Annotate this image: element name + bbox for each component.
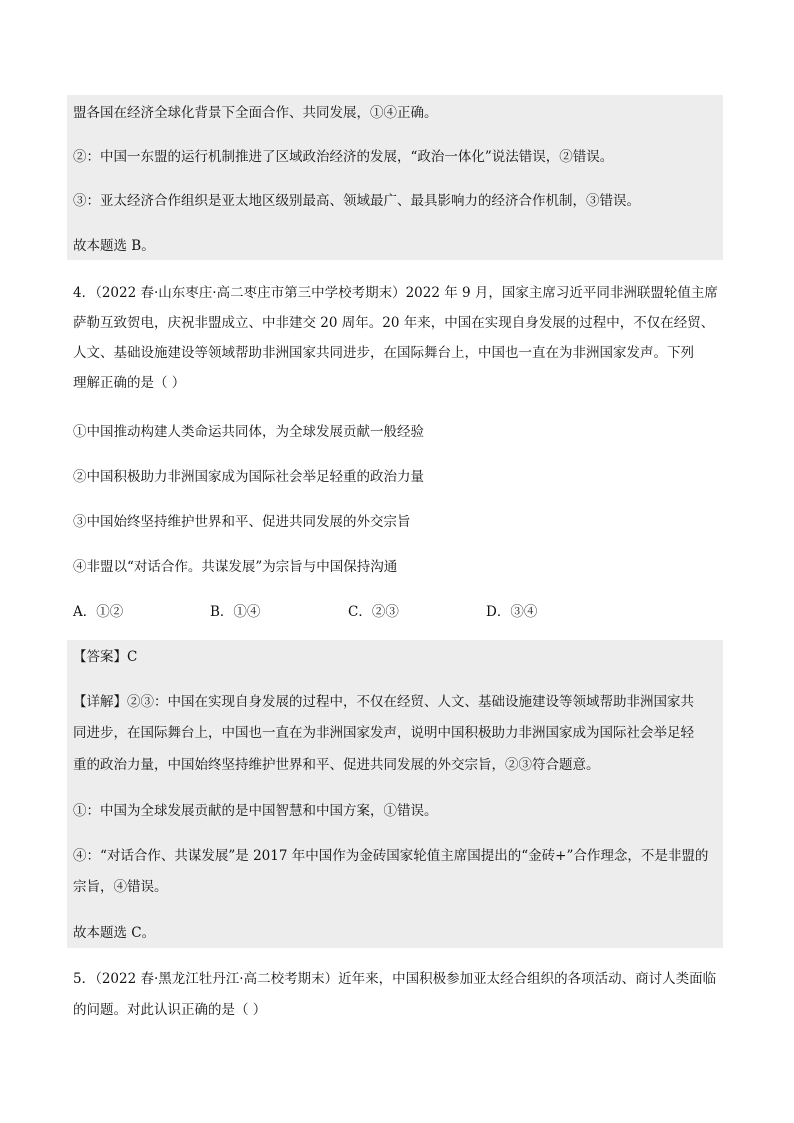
q5-stem: 的问题。对此认识正确的是（ ） xyxy=(73,1002,267,1018)
prev-answer-line: ②：中国一东盟的运行机制推进了区域政治经济的发展，“政治一体化”说法错误，②错误。 xyxy=(73,149,614,165)
q4-stem: 人文、基础设施建设等领域帮助非洲国家共同进步，在国际舞台上，中国也一直在为非洲国家发声。下列 xyxy=(73,345,694,361)
prev-answer-conclusion: 故本题选 B。 xyxy=(73,238,155,254)
q4-detail: 宗旨，④错误。 xyxy=(73,879,168,895)
q4-statement-2: ②中国积极助力非洲国家成为国际社会举足轻重的政治力量 xyxy=(73,469,424,485)
q4-stem: 4．（2022 春·山东枣庄·高二枣庄市第三中学校考期末）2022 年 9 月，国家主席习近平同非洲联盟轮值主席 xyxy=(73,285,718,301)
prev-answer-line: ③：亚太经济合作组织是亚太地区级别最高、领域最广、最具影响力的经济合作机制，③错误。 xyxy=(73,193,640,209)
q4-detail: 同进步，在国际舞台上，中国也一直在为非洲国家发声，说明中国积极助力非洲国家成为国际社会举足轻 xyxy=(73,725,694,741)
q4-detail: ①：中国为全球发展贡献的是中国智慧和中国方案，①错误。 xyxy=(73,803,438,819)
q4-detail: 重的政治力量，中国始终坚持维护世界和平、促进共同发展的外交宗旨，②③符合题意。 xyxy=(73,757,600,773)
q4-statement-4: ④非盟以“对话合作。共谋发展”为宗旨与中国保持沟通 xyxy=(73,559,398,575)
q4-choice-d: D．③④ xyxy=(486,604,538,620)
q4-stem: 萨勒互致贺电，庆祝非盟成立、中非建交 20 周年。20 年来，中国在实现自身发展的过程中，不仅在经贸、 xyxy=(73,315,715,331)
q4-stem: 理解正确的是（ ） xyxy=(73,375,186,391)
q4-conclusion: 故本题选 C。 xyxy=(73,925,156,941)
q4-choice-b: B．①④ xyxy=(210,604,261,620)
q4-choice-c: C．②③ xyxy=(348,604,399,620)
q4-statement-3: ③中国始终坚持维护世界和平、促进共同发展的外交宗旨 xyxy=(73,514,411,530)
q4-detail: 【详解】②③：中国在实现自身发展的过程中，不仅在经贸、人文、基础设施建设等领域帮助非洲国家共 xyxy=(73,694,694,710)
q4-answer: 【答案】C xyxy=(73,649,138,665)
q4-statement-1: ①中国推动构建人类命运共同体，为全球发展贡献一般经验 xyxy=(73,424,424,440)
q4-answer-block xyxy=(67,640,723,948)
q4-detail: ④：“对话合作、共谋发展”是 2017 年中国作为金砖国家轮值主席国提出的“金砖+”合作理念，不是非盟的 xyxy=(73,848,709,864)
q5-stem: 5．（2022 春·黑龙江牡丹江·高二校考期末）近年来，中国积极参加亚太经合组织的各项活动、商讨人类面临 xyxy=(73,971,717,987)
prev-answer-line: 盟各国在经济全球化背景下全面合作、共同发展，①④正确。 xyxy=(73,105,438,121)
q4-choice-a: A．①② xyxy=(73,604,124,620)
